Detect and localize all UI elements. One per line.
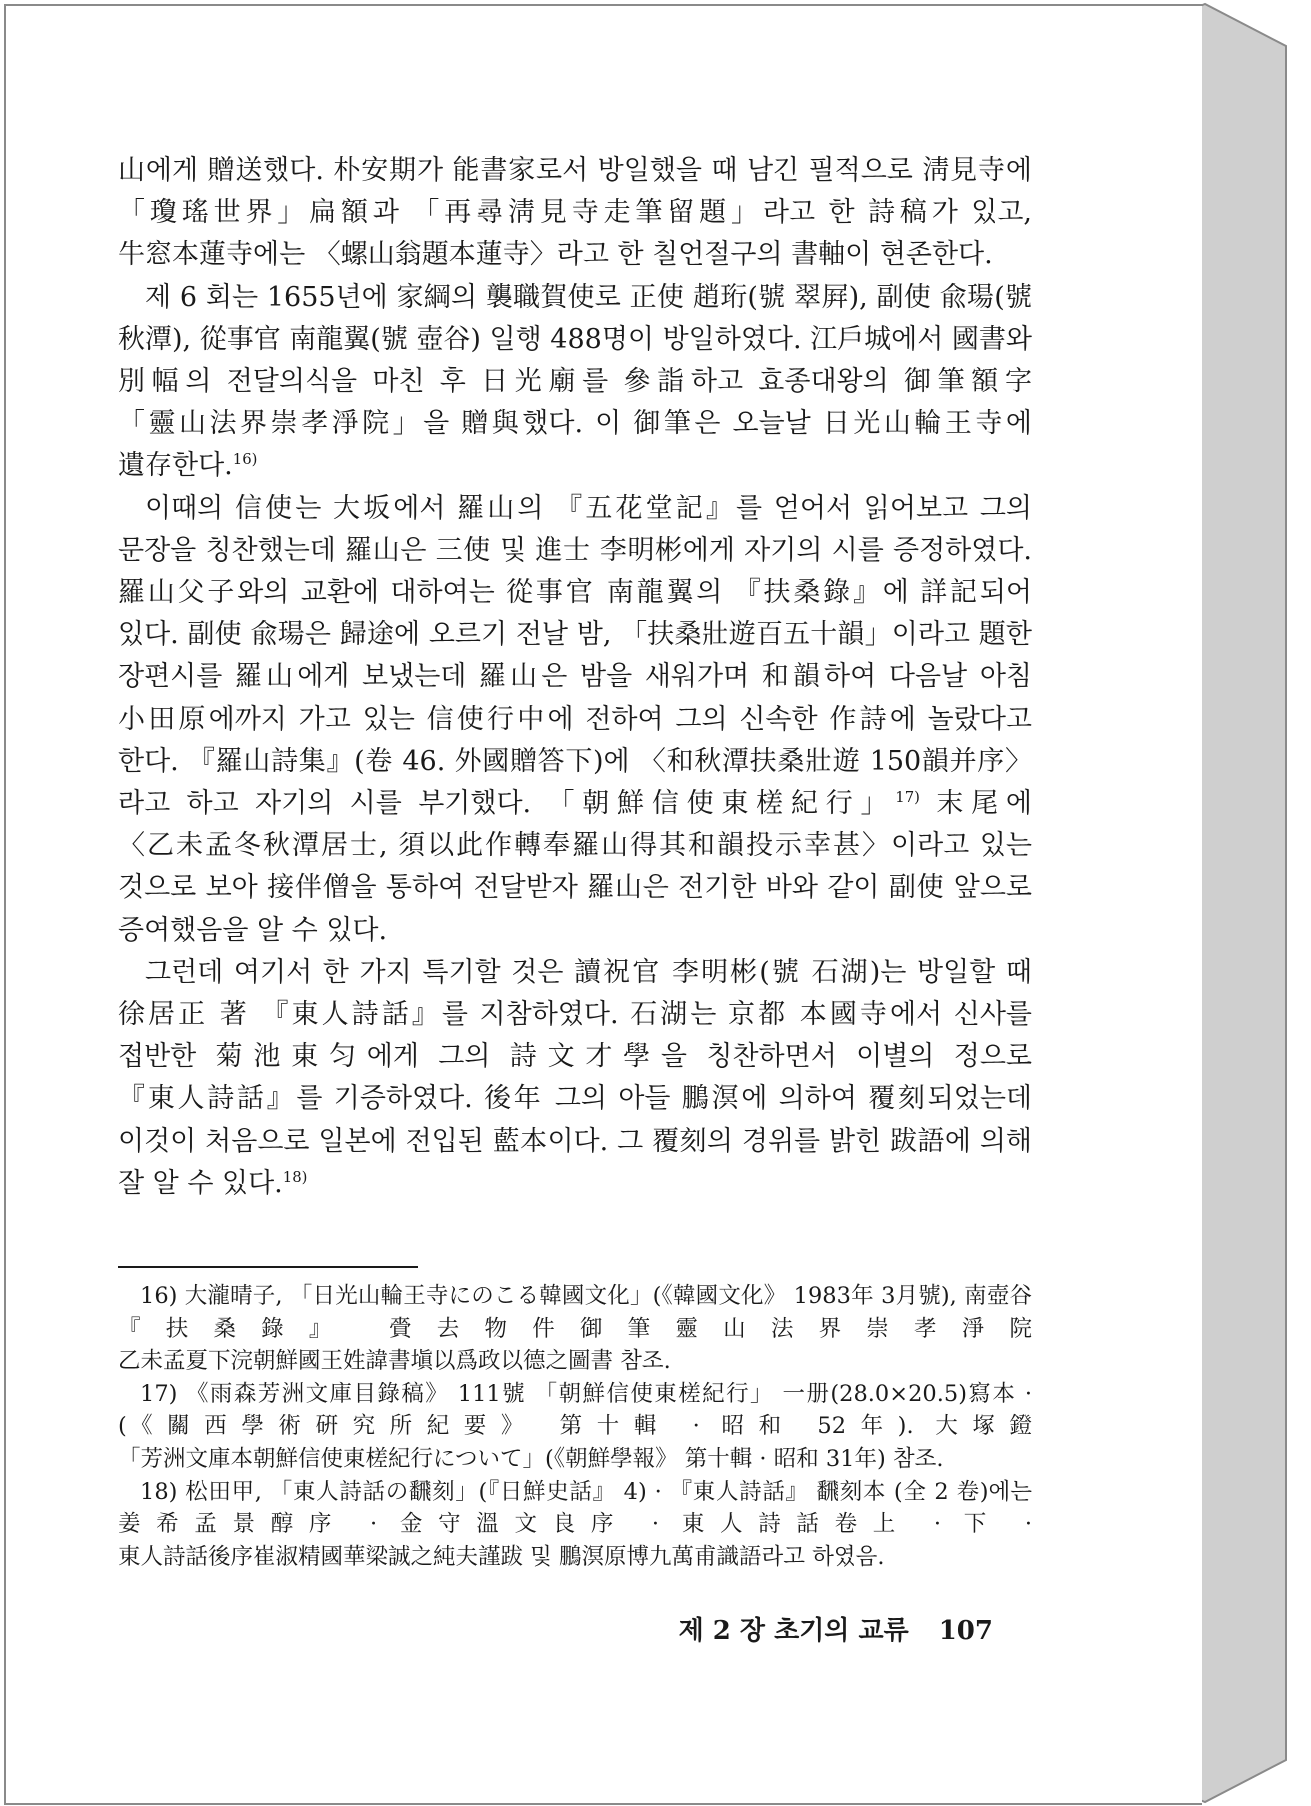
paragraph-2-text: 제 6 회는 1655년에 家綱의 襲職賀使로 正使 趙珩(號 翠屛), 副使 兪瑒(號 秋潭), 從事官 南龍翼(號 壺谷) 일행 488명이 방일하였다. 江戶城에서 國書와 別幅의 전달의식을 마친 후 日光廟를 參詣하고 효종대왕의 御筆額字 「靈山法界崇孝淨院」을 贈與했다. 이 御筆은 오늘날 日光山輪王寺에 遺存한다.	[118, 281, 1032, 482]
paragraph-3-text: 이때의 信使는 大坂에서 羅山의 『五花堂記』를 얻어서 읽어보고 그의 문장을 칭찬했는데 羅山은 三使 및 進士 李明彬에게 자기의 시를 증정하였다. 羅山父子와의 교환에 대하여는 從事官 南龍翼의 『扶桑錄』에 詳記되어 있다. 副使 兪瑒은 歸途에 오르기 전날 밤, 「扶桑壯遊百五十韻」이라고 題한 장편시를 羅山에게 보냈는데 羅山은 밤을 새워가며 和韻하여 다음날 아침 小田原에까지 가고 있는 信使行中에 전하여 그의 신속한 作詩에 놀랐다고 한다. 『羅山詩集』(卷 46. 外國贈答下)에 〈和秋潭扶桑壯遊 150韻并序〉라고 하고 자기의 시를 부기했다. 「朝鮮信使東槎紀行」	[118, 492, 1032, 820]
footnote-divider	[118, 1266, 418, 1268]
footnotes	[118, 1280, 1032, 1573]
body-text	[118, 150, 1032, 1205]
footnote-16: 16) 大瀧晴子, 「日光山輪王寺にのこる韓國文化」(《韓國文化》 1983年 3月號), 南壺谷 『扶桑錄』 賫去物件御筆靈山法界崇孝淨院 乙未孟夏下浣朝鮮國王姓諱書塡以爲政以德之圖書 참조.	[118, 1283, 1032, 1375]
page-number: 107	[938, 1616, 993, 1646]
paragraph-3-tail: 末尾에 〈乙未孟冬秋潭居士, 須以此作轉奉羅山得其和韻投示幸甚〉이라고 있는 것으로 보아 接伴僧을 통하여 전달받자 羅山은 전기한 바와 같이 副使 앞으로 증여했음을 알 수 있다.	[118, 788, 1032, 946]
paragraph-4	[118, 952, 1032, 1205]
paragraph-1	[118, 150, 1032, 277]
chapter-title: 제 2 장 초기의 교류	[678, 1616, 909, 1646]
paragraph-1-text: 山에게 贈送했다. 朴安期가 能書家로서 방일했을 때 남긴 필적으로 淸見寺에 「瓊瑤世界」扁額과 「再尋淸見寺走筆留題」라고 한 詩稿가 있고, 牛窓本蓮寺에는 〈螺山翁題本蓮寺〉라고 한 칠언절구의 書軸이 현존한다.	[118, 155, 1032, 271]
footnote-ref-17: 17)	[895, 788, 920, 807]
footnote-17: 17) 《雨森芳洲文庫目錄稿》 111號 「朝鮮信使東槎紀行」 一册(28.0×20.5)寫本 · (《關西學術硏究所紀要》 第十輯 · 昭和 52年). 大塚鐙 「芳洲文庫本朝鮮信使東槎紀行について」(《朝鮮學報》 第十輯 · 昭和 31年) 참조.	[118, 1380, 1032, 1472]
paragraph-4-text: 그런데 여기서 한 가지 특기할 것은 讀祝官 李明彬(號 石湖)는 방일할 때 徐居正 著 『東人詩話』를 지참하였다. 石湖는 京都 本國寺에서 신사를 접반한 菊池東匀에게 그의 詩文才學을 칭찬하면서 이별의 정으로 『東人詩話』를 기증하였다. 後年 그의 아들 鵬溟에 의하여 覆刻되었는데 이것이 처음으로 일본에 전입된 藍本이다. 그 覆刻의 경위를 밝힌 跋語에 의해 잘 알 수 있다.	[118, 956, 1032, 1199]
footnote-18: 18) 松田甲, 「東人詩話の飜刻」(『日鮮史話』 4) · 『東人詩話』 飜刻本 (全 2 卷)에는 姜希孟景醇序 · 金守溫文良序 · 東人詩話卷上 · 下 · 東人詩話後序崔淑精國華梁誠之純夫謹跋 및 鵬溟原博九萬甫識語라고 하였음.	[118, 1478, 1032, 1570]
paragraph-2	[118, 277, 1032, 488]
paragraph-3	[118, 488, 1032, 952]
footnote-ref-18: 18)	[282, 1167, 308, 1186]
footnote-ref-16: 16)	[232, 450, 258, 469]
running-footer	[679, 1610, 993, 1647]
page-side-edge	[1200, 4, 1286, 1802]
